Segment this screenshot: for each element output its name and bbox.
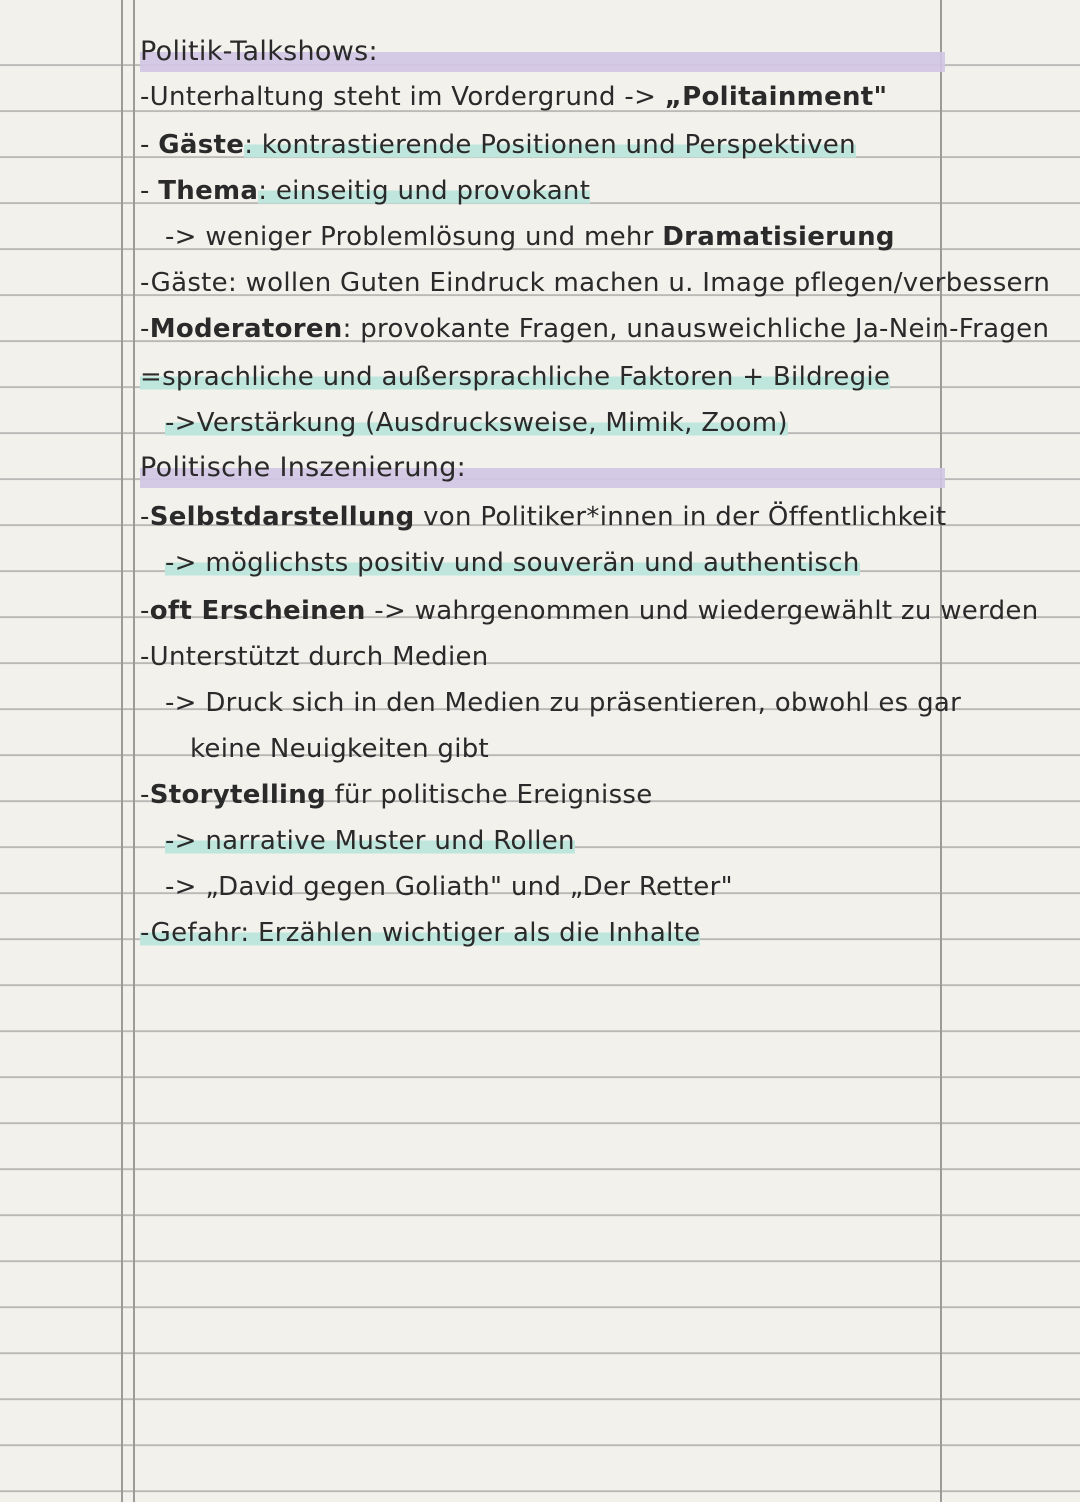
left-margin-line-inner xyxy=(133,0,135,1502)
bold-term: Gäste xyxy=(158,130,245,160)
section-heading xyxy=(140,452,466,483)
note-text: ->Verstärkung (Ausdrucksweise, Mimik, Zoom) xyxy=(165,408,788,438)
note-text: -Unterhaltung steht im Vordergrund -> xyxy=(140,82,665,112)
note-line xyxy=(140,596,1038,626)
bold-term: oft Erscheinen xyxy=(149,596,366,626)
heading-text: Politische Inszenierung: xyxy=(140,452,467,483)
note-line xyxy=(140,82,887,112)
bold-term: „Politainment" xyxy=(664,82,888,112)
note-line xyxy=(140,268,1050,298)
heading-text: Politik-Talkshows: xyxy=(140,36,378,67)
note-text: : kontrastierende Positionen und Perspektiven xyxy=(244,130,856,160)
bold-term: Selbstdarstellung xyxy=(149,502,415,532)
note-text: -> „David gegen Goliath" und „Der Retter" xyxy=(165,872,733,902)
left-margin-line xyxy=(121,0,123,1502)
bold-term: Storytelling xyxy=(149,780,326,810)
note-text: - xyxy=(140,596,150,626)
note-line xyxy=(140,176,590,206)
bold-term: Moderatoren xyxy=(149,314,343,344)
note-text: -> Druck sich in den Medien zu präsentieren, obwohl es gar xyxy=(165,688,962,718)
note-text: -> wahrgenommen und wiedergewählt zu werden xyxy=(365,596,1039,626)
note-text: - xyxy=(140,780,150,810)
bold-term: Dramatisierung xyxy=(662,222,895,252)
note-text: von Politiker*innen in der Öffentlichkeit xyxy=(414,502,947,532)
note-line xyxy=(165,688,961,718)
note-text: -> weniger Problemlösung und mehr xyxy=(165,222,663,252)
note-text: - xyxy=(140,176,159,206)
note-text: -Gefahr: Erzählen wichtiger als die Inhalte xyxy=(140,918,701,948)
note-text: -> narrative Muster und Rollen xyxy=(165,826,575,856)
right-margin-line xyxy=(940,0,942,1502)
note-text: -Gäste: wollen Guten Eindruck machen u. Image pflegen/verbessern xyxy=(140,268,1051,298)
note-line xyxy=(140,314,1049,344)
note-line xyxy=(140,780,653,810)
note-text: - xyxy=(140,502,150,532)
note-text: für politische Ereignisse xyxy=(326,780,653,810)
note-line xyxy=(165,222,895,252)
note-line xyxy=(165,408,788,438)
note-line xyxy=(165,826,575,856)
note-text: - xyxy=(140,130,159,160)
note-text: =sprachliche und außersprachliche Faktoren + Bildregie xyxy=(140,362,891,392)
note-line xyxy=(165,872,733,902)
note-text: - xyxy=(140,314,150,344)
note-line xyxy=(140,502,946,532)
note-line xyxy=(140,642,489,672)
note-text: -Unterstützt durch Medien xyxy=(140,642,489,672)
note-text: : provokante Fragen, unausweichliche Ja-Nein-Fragen xyxy=(342,314,1050,344)
note-line xyxy=(190,734,489,764)
note-line xyxy=(140,130,856,160)
bold-term: Thema xyxy=(158,176,259,206)
section-heading xyxy=(140,36,378,67)
note-line xyxy=(140,362,890,392)
note-line xyxy=(165,548,860,578)
note-text: : einseitig und provokant xyxy=(258,176,591,206)
note-line xyxy=(140,918,700,948)
note-text: keine Neuigkeiten gibt xyxy=(190,734,490,764)
note-text: -> möglichsts positiv und souverän und authentisch xyxy=(165,548,860,578)
